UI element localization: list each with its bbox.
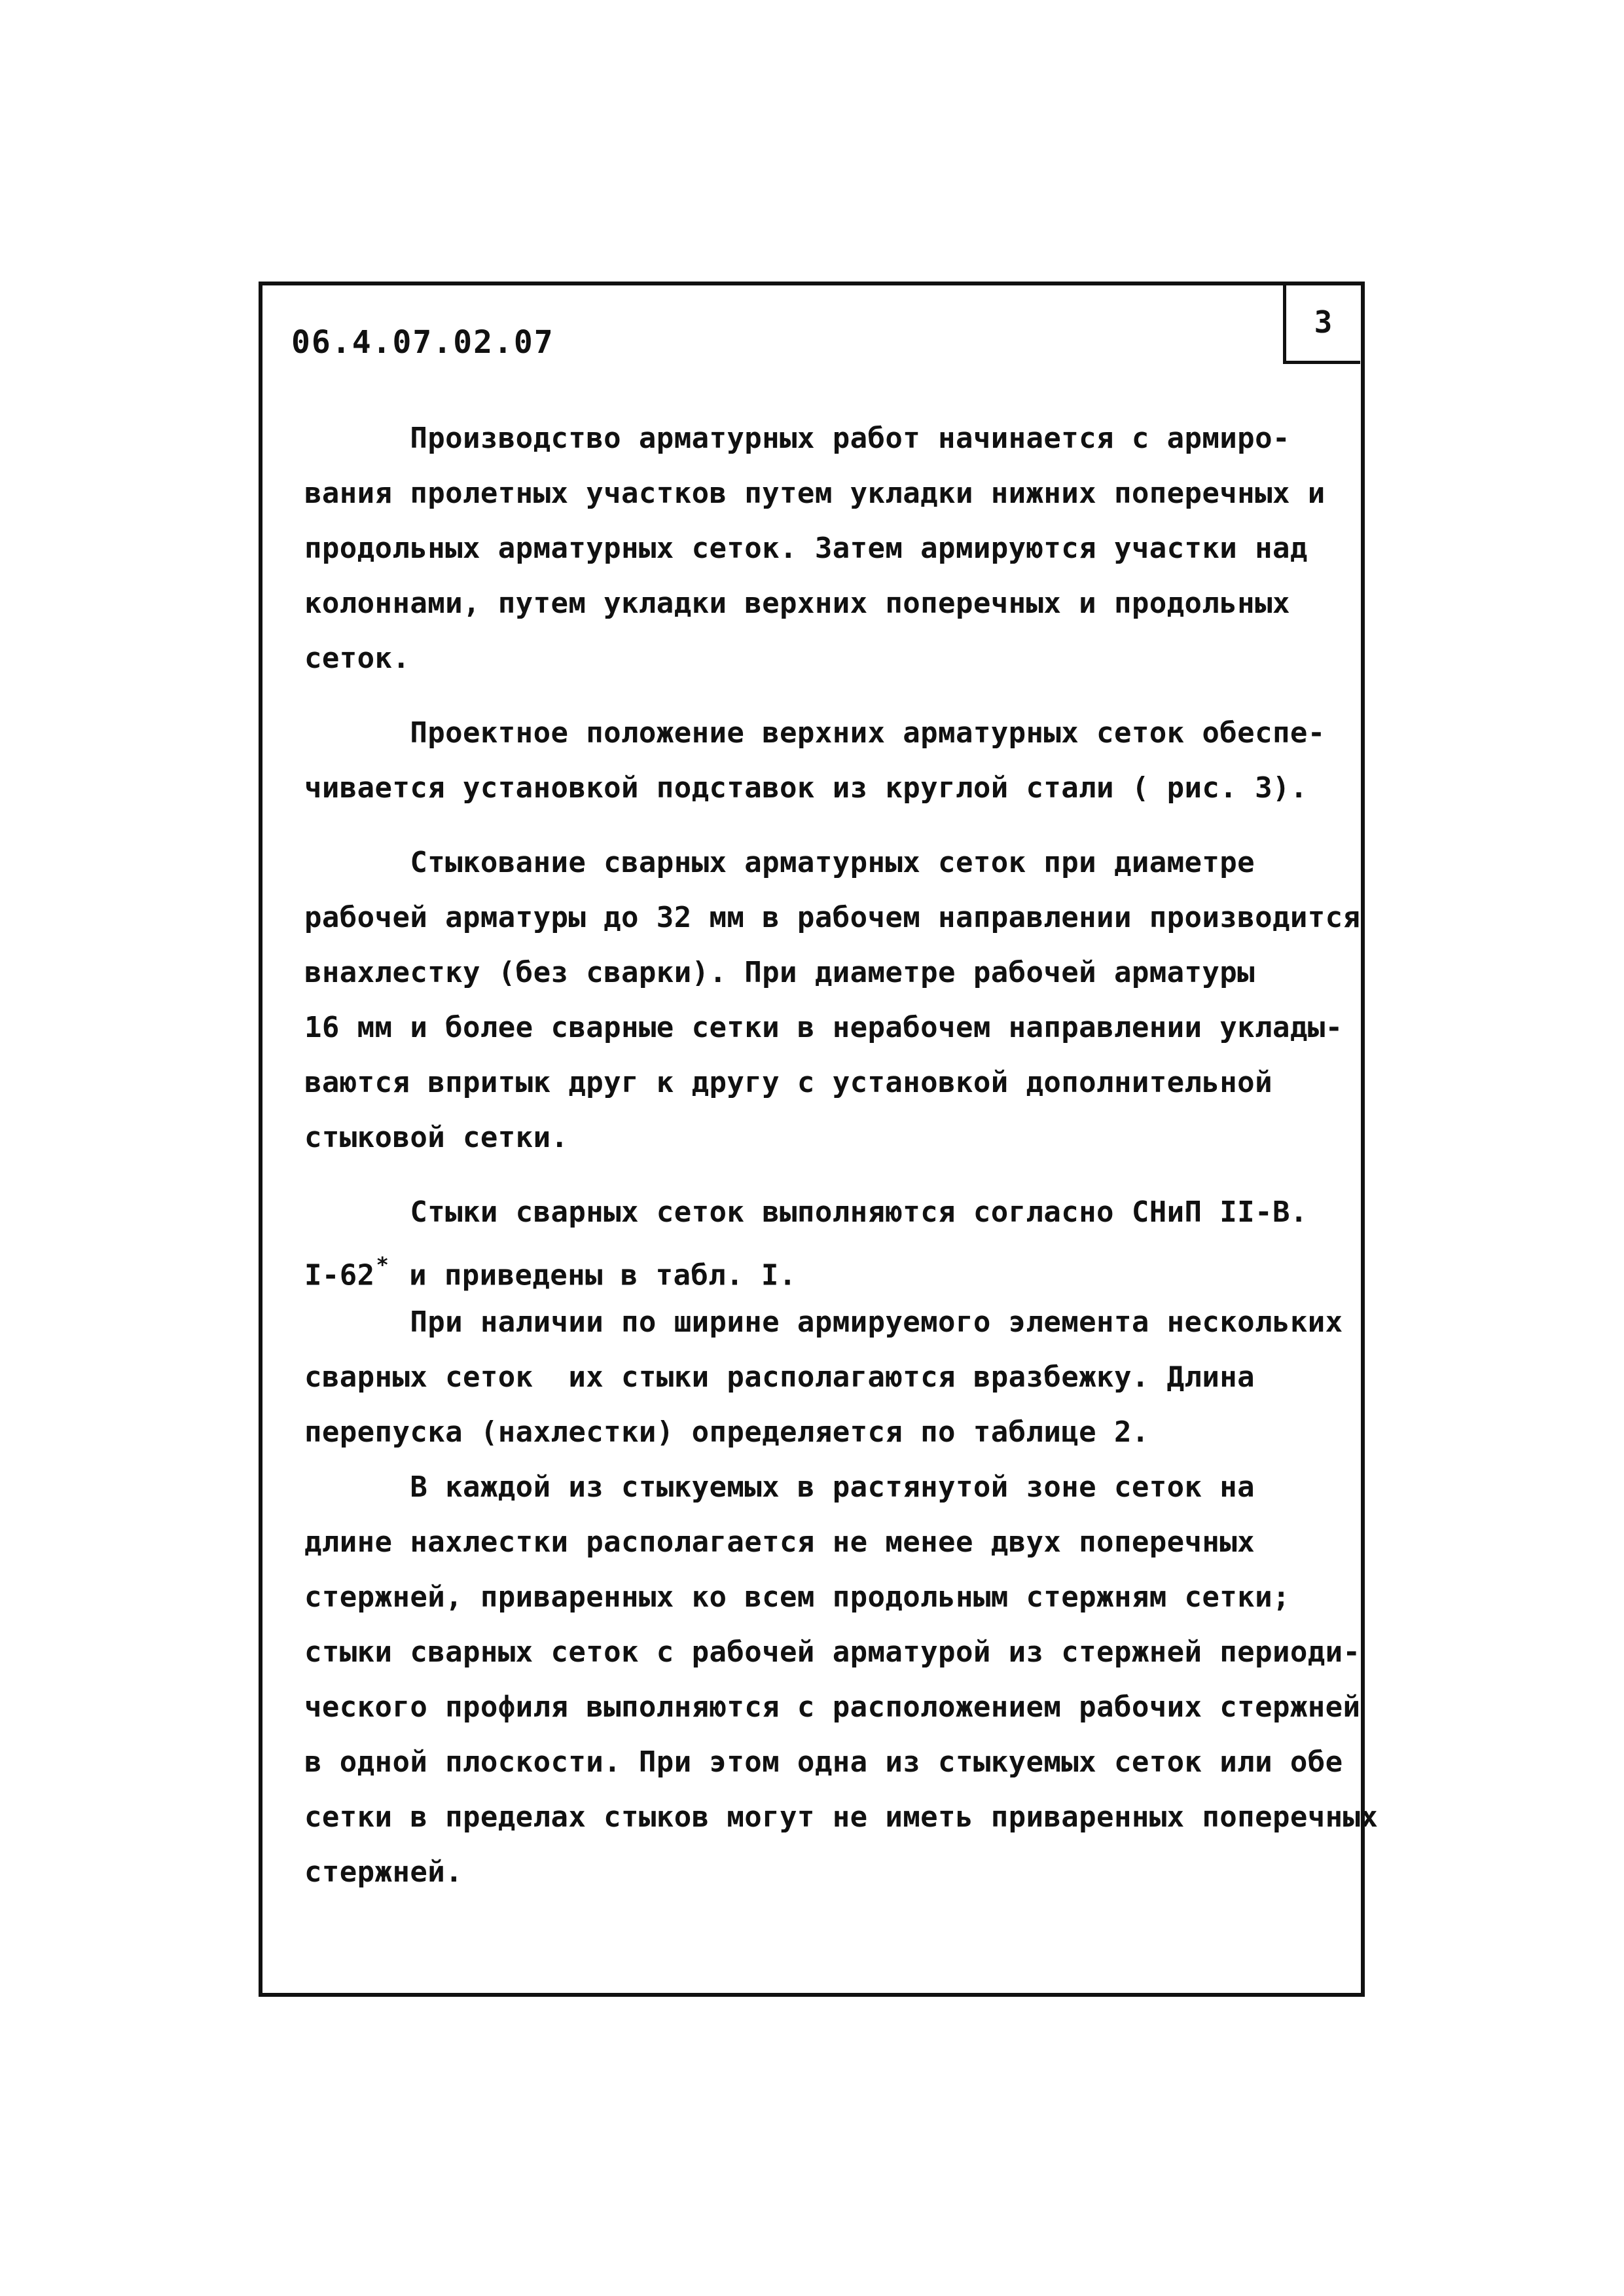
text-line: длине нахлестки располагается не менее двух поперечных [304,1525,1255,1559]
text-line: рабочей арматуры до 32 мм в рабочем направлении производится [304,901,1361,934]
text-line: сварных сеток их стыки располагаются вразбежку. Длина [304,1360,1255,1394]
document-body [304,411,1379,1900]
document-code: 06.4.07.02.07 [291,324,554,361]
text-line-with-footnote [304,1240,1352,1295]
text-line: ческого профиля выполняются с расположением рабочих стержней [304,1690,1361,1724]
text-line: 16 мм и более сварные сетки в нерабочем направлении уклады- [304,1011,1343,1044]
paragraph-1 [304,411,1352,686]
text-line: колоннами, путем укладки верхних поперечных и продольных [304,587,1290,620]
text-line: В каждой из стыкуемых в растянутой зоне сеток на [304,1470,1255,1504]
paragraph-3 [304,835,1361,1165]
text-line: в одной плоскости. При этом одна из стыкуемых сеток или обе [304,1745,1343,1779]
footnote-mark: * [376,1252,389,1277]
page-number-text: 3 [1314,304,1333,340]
text-line: Стыки сварных сеток выполняются согласно СНиП II-В. [304,1195,1308,1229]
text-line: чивается установкой подставок из круглой стали ( рис. 3). [304,771,1308,805]
text-fragment: и приведены в табл. I. [391,1258,797,1292]
paragraph-4 [304,1185,1379,1900]
page-number [1283,283,1360,364]
text-line: сеток. [304,642,410,675]
text-fragment: I-62 [304,1258,375,1292]
text-line: продольных арматурных сеток. Затем армируются участки над [304,532,1308,565]
text-line: стыковой сетки. [304,1121,569,1154]
text-line: перепуска (нахлестки) определяется по таблице 2. [304,1415,1149,1449]
text-line: ваются впритык друг к другу с установкой дополнительной [304,1066,1272,1099]
text-line: стержней. [304,1855,463,1889]
text-line: вания пролетных участков путем укладки нижних поперечных и [304,477,1326,510]
text-line: стыки сварных сеток с рабочей арматурой из стержней периоди- [304,1635,1361,1669]
paragraph-2 [304,706,1352,816]
text-line: сетки в пределах стыков могут не иметь приваренных поперечных [304,1800,1379,1834]
text-line: стержней, приваренных ко всем продольным стержням сетки; [304,1580,1290,1614]
text-line: При наличии по ширине армируемого элемента нескольких [304,1305,1343,1339]
text-line: Производство арматурных работ начинается с армиро- [304,422,1290,455]
text-line: внахлестку (без сварки). При диаметре рабочей арматуры [304,956,1255,989]
text-line: Проектное положение верхних арматурных сеток обеспе- [304,716,1326,750]
text-line: Стыкование сварных арматурных сеток при диаметре [304,846,1255,879]
